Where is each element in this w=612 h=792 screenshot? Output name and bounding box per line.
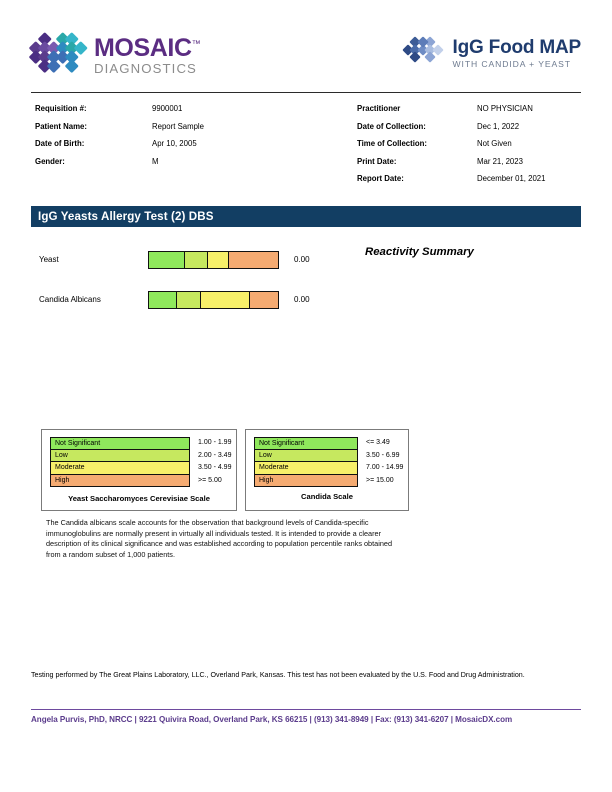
report-header bbox=[31, 34, 581, 86]
scale-range-label: >= 5.00 bbox=[198, 476, 222, 484]
yeast-scale-box bbox=[41, 429, 237, 511]
scale-range-label: >= 15.00 bbox=[366, 476, 394, 484]
info-row bbox=[357, 157, 597, 175]
info-value: Report Sample bbox=[152, 121, 205, 131]
info-value: Not Given bbox=[477, 139, 512, 149]
footer-divider bbox=[31, 709, 581, 710]
info-label: Time of Collection: bbox=[357, 139, 428, 149]
info-label: Requisition #: bbox=[35, 104, 87, 113]
scale-row bbox=[50, 437, 232, 450]
scale-range-label: 7.00 - 14.99 bbox=[366, 464, 404, 471]
info-label: Report Date: bbox=[357, 174, 404, 184]
trademark-symbol: ™ bbox=[191, 39, 201, 50]
results-list bbox=[31, 248, 581, 328]
mosaic-diamond-icon bbox=[31, 34, 87, 78]
mosaic-logo bbox=[31, 34, 200, 78]
brand-subtitle: DIAGNOSTICS bbox=[94, 61, 197, 77]
scale-range-label: 3.50 - 4.99 bbox=[198, 464, 232, 471]
scale-range-label: <= 3.49 bbox=[366, 439, 390, 446]
product-wordmark bbox=[453, 38, 581, 69]
scale-row bbox=[50, 462, 232, 475]
reactivity-bar-segment bbox=[208, 252, 229, 268]
logo-diamond bbox=[409, 52, 420, 63]
section-title-bar bbox=[31, 206, 581, 227]
patient-info-left-column bbox=[35, 104, 300, 174]
info-value: December 01, 2021 bbox=[477, 174, 546, 184]
logo-diamond bbox=[65, 59, 78, 72]
scale-level-label: Moderate bbox=[254, 462, 358, 475]
info-value: M bbox=[152, 156, 159, 166]
reactivity-bar-segment bbox=[149, 292, 177, 308]
info-label: Date of Collection: bbox=[357, 121, 426, 131]
yeast-scale-grid bbox=[50, 437, 232, 487]
analyte-value: 0.00 bbox=[294, 295, 310, 304]
product-name: IgG Food MAP bbox=[452, 37, 581, 58]
scale-range-label: 1.00 - 1.99 bbox=[198, 439, 232, 446]
info-row bbox=[35, 139, 300, 157]
candida-scale-box bbox=[245, 429, 409, 511]
reactivity-bar-segment bbox=[177, 292, 200, 308]
info-value: 9900001 bbox=[152, 104, 183, 113]
testing-disclaimer-text: Testing performed by The Great Plains Laboratory, LLC., Overland Park, Kansas. This test has not been evaluated by the U.S. Food and Drug Administration. bbox=[31, 671, 525, 679]
scale-range-label: 2.00 - 3.49 bbox=[198, 451, 232, 459]
logo-diamond bbox=[74, 41, 87, 54]
reactivity-bar-segment bbox=[185, 252, 208, 268]
info-row bbox=[357, 174, 597, 192]
info-label: Gender: bbox=[35, 156, 65, 166]
product-diamond-icon bbox=[404, 38, 446, 68]
info-row bbox=[35, 104, 300, 122]
info-label: Patient Name: bbox=[35, 121, 87, 131]
logo-diamond bbox=[425, 52, 436, 63]
reactivity-bar-segment bbox=[201, 292, 250, 308]
reactivity-bar-segment bbox=[229, 252, 278, 268]
analyte-name: Yeast bbox=[39, 255, 59, 264]
brand-name: MOSAIC™ bbox=[94, 34, 201, 63]
scale-level-label: Moderate bbox=[50, 462, 190, 475]
scale-level-label: Not Significant bbox=[50, 437, 190, 450]
info-row bbox=[357, 122, 597, 140]
reactivity-summary-heading: Reactivity Summary bbox=[365, 246, 474, 258]
info-row bbox=[357, 139, 597, 157]
section-title: IgG Yeasts Allergy Test (2) DBS bbox=[38, 210, 214, 223]
candida-scale-note bbox=[46, 518, 406, 560]
scale-range-label: 3.50 - 6.99 bbox=[366, 451, 400, 459]
scale-row bbox=[254, 437, 400, 450]
reactivity-bar-segment bbox=[250, 292, 278, 308]
result-row bbox=[31, 288, 581, 328]
reactivity-bar bbox=[148, 291, 279, 309]
footer-address: Angela Purvis, PhD, NRCC | 9221 Quivira Road, Overland Park, KS 66215 | (913) 341-8949 | Fax: (913) 341-6207 | MosaicDX.com bbox=[31, 715, 513, 724]
scale-row bbox=[50, 475, 228, 488]
logo-diamond bbox=[432, 44, 443, 55]
info-value: NO PHYSICIAN bbox=[477, 104, 533, 113]
info-value: Apr 10, 2005 bbox=[152, 139, 197, 149]
info-value: Mar 21, 2023 bbox=[477, 156, 523, 166]
mosaic-wordmark bbox=[94, 36, 200, 75]
reactivity-bar bbox=[148, 251, 279, 269]
candida-scale-grid bbox=[254, 437, 404, 487]
scale-row bbox=[254, 450, 400, 463]
candida-scale-caption: Candida Scale bbox=[301, 492, 353, 501]
analyte-value: 0.00 bbox=[294, 255, 310, 264]
info-value: Dec 1, 2022 bbox=[477, 121, 520, 131]
header-divider bbox=[31, 92, 581, 93]
product-subtitle: WITH CANDIDA + YEAST bbox=[452, 59, 571, 69]
info-row bbox=[35, 122, 300, 140]
candida-scale-note-text: The Candida albicans scale accounts for the observation that background levels of Candida-specific immunoglobulins are normally present in virtually all individuals tested. It is intended to provide a clearer description of its clinical significance and was established according to population percentile ranks obtained from a random subset of 1,000 patients. bbox=[46, 518, 392, 559]
testing-disclaimer bbox=[31, 670, 531, 680]
info-label: Print Date: bbox=[357, 156, 397, 166]
result-row bbox=[31, 248, 581, 288]
yeast-scale-caption: Yeast Saccharomyces Cerevisiae Scale bbox=[68, 494, 210, 503]
scale-level-label: Low bbox=[254, 450, 358, 463]
analyte-name: Candida Albicans bbox=[39, 295, 101, 304]
reactivity-bar-segment bbox=[149, 252, 185, 268]
patient-info-right-column bbox=[357, 104, 597, 192]
scale-row bbox=[50, 450, 232, 463]
scale-row bbox=[254, 462, 404, 475]
scale-level-label: Low bbox=[50, 450, 190, 463]
logo-diamond bbox=[47, 59, 60, 72]
scale-level-label: Not Significant bbox=[254, 437, 358, 450]
scale-row bbox=[254, 475, 400, 488]
info-label: Date of Birth: bbox=[35, 139, 85, 149]
info-label: Practitioner bbox=[357, 104, 401, 113]
info-row bbox=[35, 157, 300, 175]
scale-level-label: High bbox=[254, 475, 358, 488]
info-row bbox=[357, 104, 597, 122]
product-logo bbox=[404, 38, 581, 69]
scale-level-label: High bbox=[50, 475, 190, 488]
